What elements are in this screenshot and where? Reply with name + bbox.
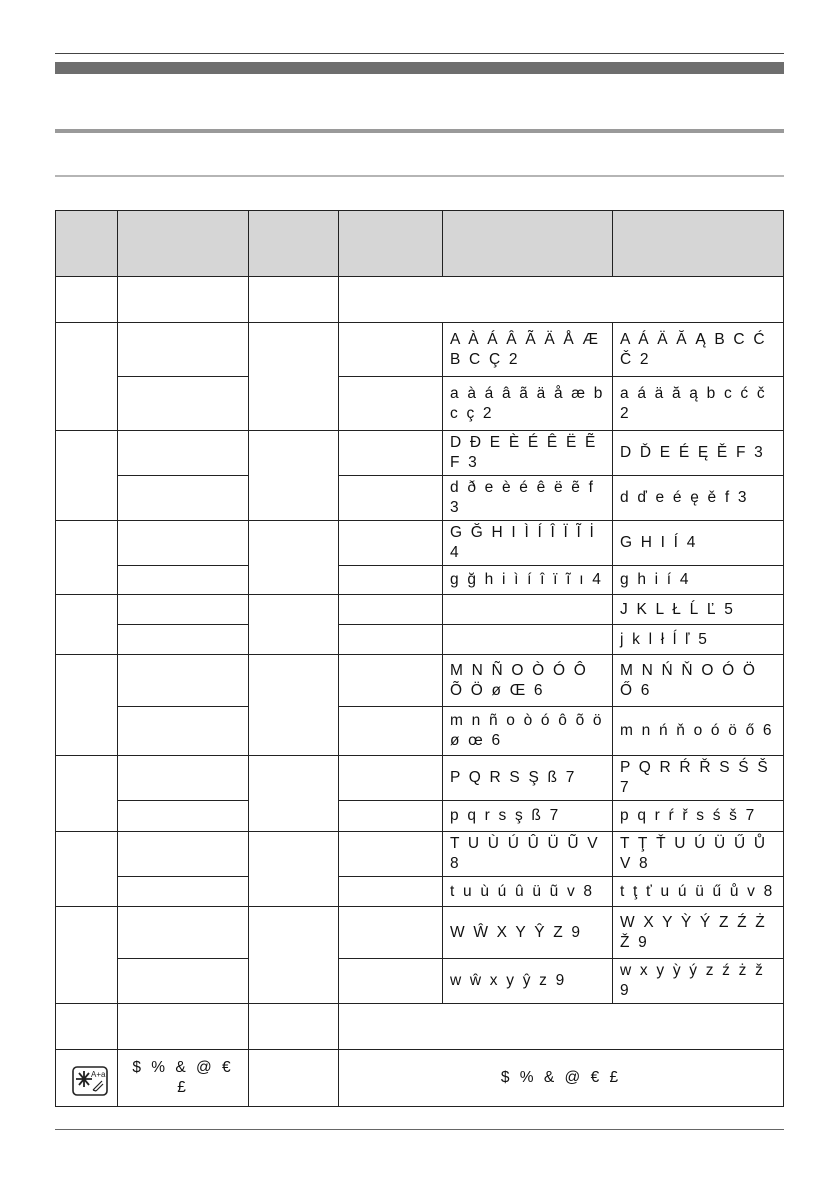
mode-cell <box>118 595 249 625</box>
ce-lower-chars: j k l ł ĺ ľ 5 <box>613 625 784 655</box>
eu-upper-chars: W Ŵ X Y Ŷ Z 9 <box>443 907 613 959</box>
key-cell <box>56 907 118 1004</box>
cell <box>339 566 443 595</box>
table-row <box>56 1004 784 1050</box>
mode-cell <box>118 959 249 1004</box>
table-title-rule <box>55 175 784 177</box>
key-cell <box>56 431 118 521</box>
table-row <box>56 595 784 625</box>
mode-cell <box>118 431 249 476</box>
ce-upper-chars: G H I Í 4 <box>613 521 784 566</box>
cell <box>339 877 443 907</box>
mode-cell <box>118 377 249 431</box>
table-row <box>56 377 784 431</box>
eu-lower-chars <box>443 625 613 655</box>
cell <box>249 1004 339 1050</box>
eu-lower-chars: g ğ h i ì í î ï ĩ ı 4 <box>443 566 613 595</box>
mode-cell <box>118 907 249 959</box>
mode-cell <box>118 655 249 707</box>
key-cell <box>56 595 118 655</box>
cell <box>339 377 443 431</box>
ce-upper-chars: D Ď E É Ę Ě F 3 <box>613 431 784 476</box>
table-row <box>56 625 784 655</box>
eu-lower-chars: d ð e è é ê ë ẽ f 3 <box>443 476 613 521</box>
eu-upper-chars: M N Ñ O Ò Ó Ô Õ Ö ø Œ 6 <box>443 655 613 707</box>
table-row <box>56 566 784 595</box>
cell <box>249 595 339 655</box>
ce-upper-chars: W X Y Ỳ Ý Z Ź Ż Ž 9 <box>613 907 784 959</box>
mode-cell <box>118 877 249 907</box>
ce-lower-chars: a á ä ă ą b c ć č 2 <box>613 377 784 431</box>
mode-cell <box>118 323 249 377</box>
key-cell <box>56 756 118 832</box>
cell <box>339 323 443 377</box>
eu-lower-chars: p q r s ş ß 7 <box>443 801 613 832</box>
ce-lower-chars: p q r ŕ ř s ś š 7 <box>613 801 784 832</box>
cell <box>339 756 443 801</box>
cell <box>339 476 443 521</box>
table-row <box>56 907 784 959</box>
eu-upper-chars: P Q R S Ş ß 7 <box>443 756 613 801</box>
svg-text:A+a: A+a <box>91 1070 106 1079</box>
header-extended1 <box>443 211 613 277</box>
key-cell <box>56 1004 118 1050</box>
eu-lower-chars: w ŵ x y ŷ z 9 <box>443 959 613 1004</box>
eu-lower-chars: a à á â ã ä å æ b c ç 2 <box>443 377 613 431</box>
cell <box>339 801 443 832</box>
currency-key-label: $ % & @ € £ <box>118 1050 249 1107</box>
table-header-row <box>56 211 784 277</box>
character-mode-note-icon <box>72 1066 108 1096</box>
subsection-band <box>55 129 784 133</box>
eu-lower-chars: t u ù ú û ü ũ v 8 <box>443 877 613 907</box>
key-cell <box>56 521 118 595</box>
section-band <box>55 62 784 74</box>
cell <box>249 655 339 756</box>
cell <box>249 277 339 323</box>
character-table <box>55 210 784 1107</box>
cell <box>339 431 443 476</box>
eu-upper-chars: T U Ù Ú Û Ü Ũ V 8 <box>443 832 613 877</box>
table-row <box>56 277 784 323</box>
cell <box>249 431 339 521</box>
table-row <box>56 431 784 476</box>
mode-cell <box>118 625 249 655</box>
cell <box>339 959 443 1004</box>
header-extended2 <box>613 211 784 277</box>
key-cell <box>56 277 118 323</box>
table-row <box>56 521 784 566</box>
cell <box>249 907 339 1004</box>
header-mode <box>118 211 249 277</box>
cell <box>339 907 443 959</box>
cell <box>249 1050 339 1107</box>
mode-cell <box>118 801 249 832</box>
mode-cell <box>118 756 249 801</box>
table-row <box>56 655 784 707</box>
table-row <box>56 707 784 756</box>
merged-cell <box>339 277 784 323</box>
table-row <box>56 832 784 877</box>
cell <box>249 521 339 595</box>
ce-lower-chars: g h i í 4 <box>613 566 784 595</box>
eu-lower-chars: m n ñ o ò ó ô õ ö ø œ 6 <box>443 707 613 756</box>
mode-cell <box>118 277 249 323</box>
eu-upper-chars <box>443 595 613 625</box>
ce-upper-chars: A Á Ä Ă Ą B C Ć Č 2 <box>613 323 784 377</box>
cell <box>249 323 339 431</box>
table-row <box>56 801 784 832</box>
table-row <box>56 1050 784 1107</box>
cell <box>339 521 443 566</box>
mode-cell <box>118 521 249 566</box>
eu-upper-chars: D Đ E È É Ê Ë Ẽ F 3 <box>443 431 613 476</box>
eu-upper-chars: A À Á Â Ã Ä Å Æ B C Ç 2 <box>443 323 613 377</box>
header-rule <box>55 53 784 54</box>
mode-cell <box>118 832 249 877</box>
cell <box>339 655 443 707</box>
ce-upper-chars: T Ţ Ť U Ú Ü Ű Ů V 8 <box>613 832 784 877</box>
mode-cell <box>118 1004 249 1050</box>
merged-cell <box>339 1004 784 1050</box>
cell <box>339 707 443 756</box>
header-key <box>56 211 118 277</box>
footer-rule <box>55 1129 784 1130</box>
ce-upper-chars: M N Ń Ň O Ó Ö Ő 6 <box>613 655 784 707</box>
table-row <box>56 959 784 1004</box>
ce-lower-chars: m n ń ň o ó ö ő 6 <box>613 707 784 756</box>
ce-lower-chars: d ď e é ę ě f 3 <box>613 476 784 521</box>
header-col4 <box>339 211 443 277</box>
mode-cell <box>118 476 249 521</box>
table-row <box>56 323 784 377</box>
cell <box>249 756 339 832</box>
mode-cell <box>118 707 249 756</box>
currency-chars: $ % & @ € £ <box>339 1050 784 1107</box>
key-cell <box>56 832 118 907</box>
cell <box>249 832 339 907</box>
table-row <box>56 877 784 907</box>
table-row <box>56 756 784 801</box>
key-cell <box>56 323 118 431</box>
eu-upper-chars: G Ğ H I Ì Í Î Ï Ĩ İ 4 <box>443 521 613 566</box>
key-cell <box>56 655 118 756</box>
ce-upper-chars: P Q R Ŕ Ř S Ś Š 7 <box>613 756 784 801</box>
mode-cell <box>118 566 249 595</box>
ce-upper-chars: J K L Ł Ĺ Ľ 5 <box>613 595 784 625</box>
cell <box>339 595 443 625</box>
table-row <box>56 476 784 521</box>
ce-lower-chars: w x y ỳ ý z ź ż ž 9 <box>613 959 784 1004</box>
ce-lower-chars: t ţ ť u ú ü ű ů v 8 <box>613 877 784 907</box>
cell <box>339 832 443 877</box>
cell <box>339 625 443 655</box>
header-col3 <box>249 211 339 277</box>
